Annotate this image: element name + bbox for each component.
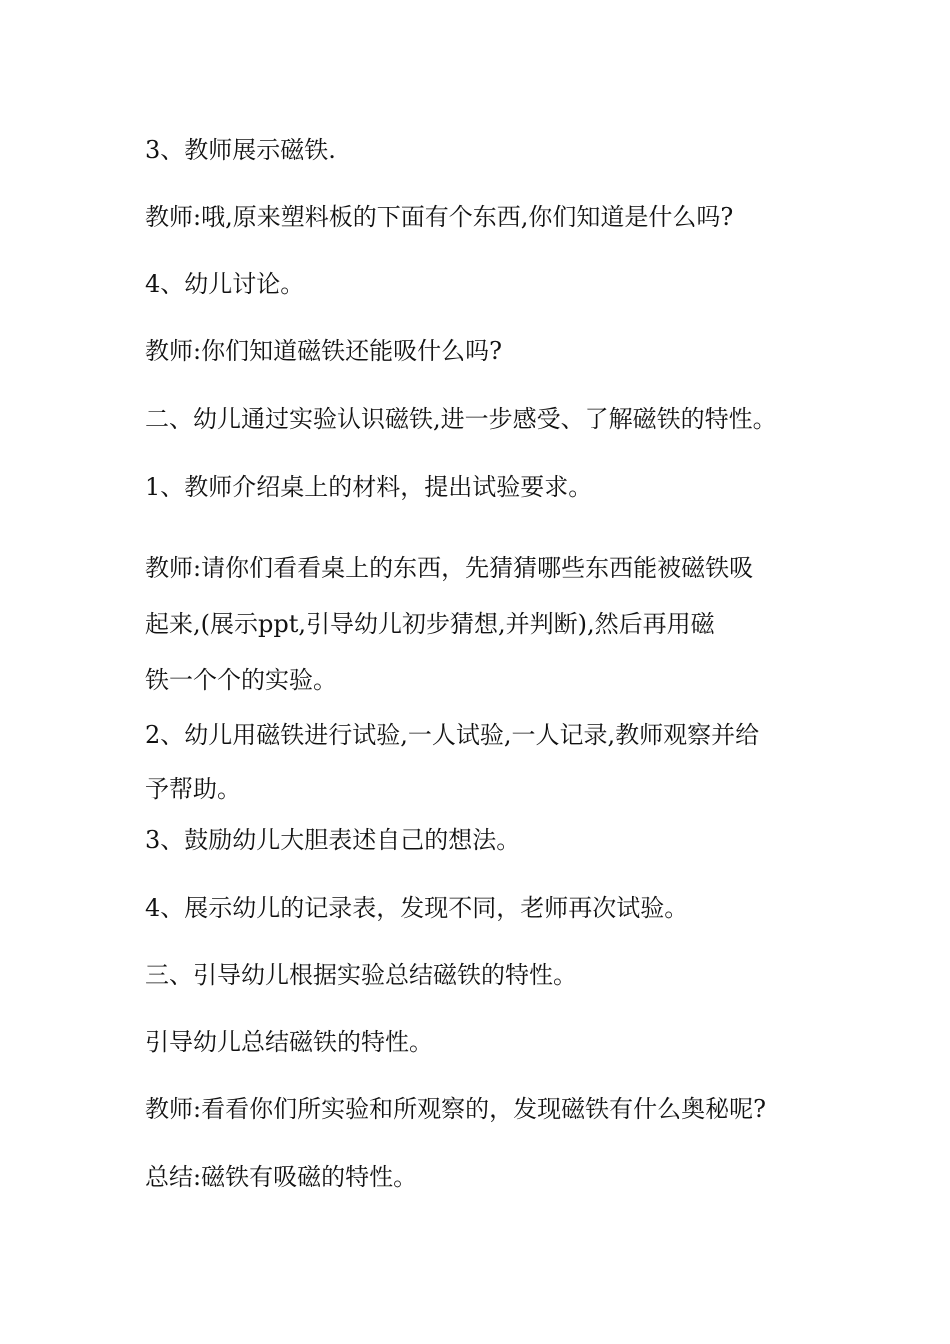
line: 二、幼儿通过实验认识磁铁,进一步感受、了解磁铁的特性。 [145,405,777,433]
paragraph-5 [145,403,825,436]
paragraph-14 [145,1161,825,1194]
paragraph-12 [145,1026,825,1059]
paragraph-8 [145,708,825,816]
line: 总结:磁铁有吸磁的特性。 [145,1163,418,1191]
line: 4、幼儿讨论。 [145,270,305,298]
line: 引导幼儿总结磁铁的特性。 [145,1028,433,1056]
line: 三、引导幼儿根据实验总结磁铁的特性。 [145,961,577,989]
paragraph-7 [145,540,825,708]
paragraph-11 [145,959,825,992]
line: 教师:哦,原来塑料板的下面有个东西,你们知道是什么吗? [145,203,734,231]
line: 起来,(展示ppt,引导幼儿初步猜想,并判断),然后再用磁 [145,610,715,638]
paragraph-13 [145,1093,825,1126]
line: 3、鼓励幼儿大胆表述自己的想法。 [145,826,521,854]
paragraph-10 [145,892,825,925]
paragraph-2 [145,201,825,234]
line: 铁一个个的实验。 [145,666,337,694]
paragraph-9 [145,824,825,857]
paragraph-3 [145,268,825,301]
line: 教师:看看你们所实验和所观察的，发现磁铁有什么奥秘呢? [145,1095,766,1123]
paragraph-6 [145,471,825,504]
line: 教师:请你们看看桌上的东西，先猜猜哪些东西能被磁铁吸 [145,554,754,582]
line: 4、展示幼儿的记录表，发现不同，老师再次试验。 [145,894,689,922]
paragraph-4 [145,335,825,368]
line: 1、教师介绍桌上的材料，提出试验要求。 [145,473,593,501]
line: 教师:你们知道磁铁还能吸什么吗? [145,337,502,365]
line: 3、教师展示磁铁. [145,136,336,164]
line: 2、幼儿用磁铁进行试验,一人试验,一人记录,教师观察并给 [145,721,760,749]
paragraph-1 [145,134,825,167]
line: 予帮助。 [145,775,241,803]
